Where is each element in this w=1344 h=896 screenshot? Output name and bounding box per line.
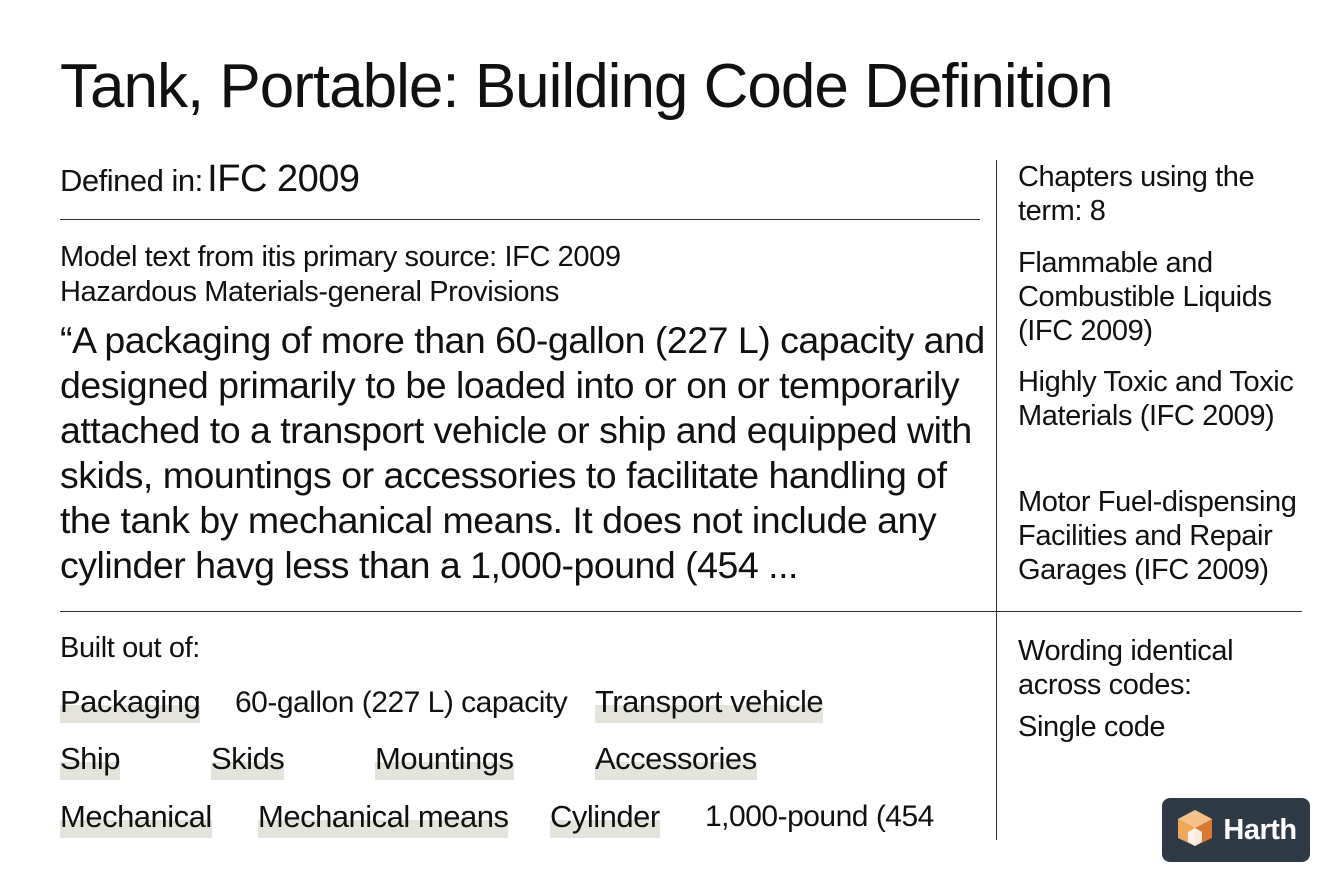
page-title-term: Tank, Portable: [60, 52, 459, 121]
chapter-link-flammable[interactable]: Flammable and Combustible Liquids (IFC 2009) [1018, 247, 1272, 347]
chapters-count: Chapters using the term: 8 [1018, 161, 1255, 227]
wording-identical-value: Single code [1018, 711, 1166, 743]
term-cylinder[interactable]: Cylinder [550, 798, 660, 838]
term-packaging[interactable]: Packaging [60, 683, 200, 723]
source-line-1: Model text from itis primary source: IFC 2009 [60, 241, 621, 273]
harth-badge-text: Harth [1223, 813, 1297, 846]
term-60-gallon-capacity: 60-gallon (227 L) capacity [235, 686, 568, 719]
defined-in-label: Defined in: [60, 163, 203, 198]
defined-in [60, 158, 359, 201]
divider-vertical [996, 160, 997, 840]
page-title [60, 50, 1113, 124]
term-mechanical[interactable]: Mechanical [60, 798, 212, 838]
term-mountings[interactable]: Mountings [375, 740, 514, 780]
term-mechanical-means[interactable]: Mechanical means [258, 798, 508, 838]
term-ship[interactable]: Ship [60, 740, 120, 780]
definition-text: “A packaging of more than 60-gallon (227 L) capacity and designed primarily to be loaded into or on or temporarily attached to a transport vehicle or ship and equipped with skids, mountings or accessories to facilitate handling of the tank by mechanical means. It does not include any cylinder havg less than a 1,000-pound (454 ... [60, 319, 985, 586]
term-transport-vehicle[interactable]: Transport vehicle [595, 683, 823, 723]
wording-identical-label: Wording identical across codes: [1018, 635, 1234, 701]
chapter-link-motor-fuel[interactable]: Motor Fuel-dispensing Facilities and Repair Garages (IFC 2009) [1018, 486, 1297, 586]
term-skids[interactable]: Skids [211, 740, 284, 780]
term-1000-pound: 1,000-pound (454 [705, 800, 934, 833]
built-out-of-label: Built out of: [60, 632, 200, 664]
divider-top [60, 219, 980, 220]
harth-badge[interactable] [1162, 798, 1310, 862]
chapter-link-toxic[interactable]: Highly Toxic and Toxic Materials (IFC 2009) [1018, 366, 1294, 432]
term-accessories[interactable]: Accessories [595, 740, 757, 780]
defined-in-value[interactable]: IFC 2009 [207, 158, 360, 200]
page-title-suffix: Building Code Definition [474, 52, 1113, 121]
harth-logo-icon [1175, 808, 1215, 853]
divider-middle [60, 611, 1302, 612]
source-info [60, 240, 621, 310]
source-line-2: Hazardous Materials-general Provisions [60, 276, 559, 308]
